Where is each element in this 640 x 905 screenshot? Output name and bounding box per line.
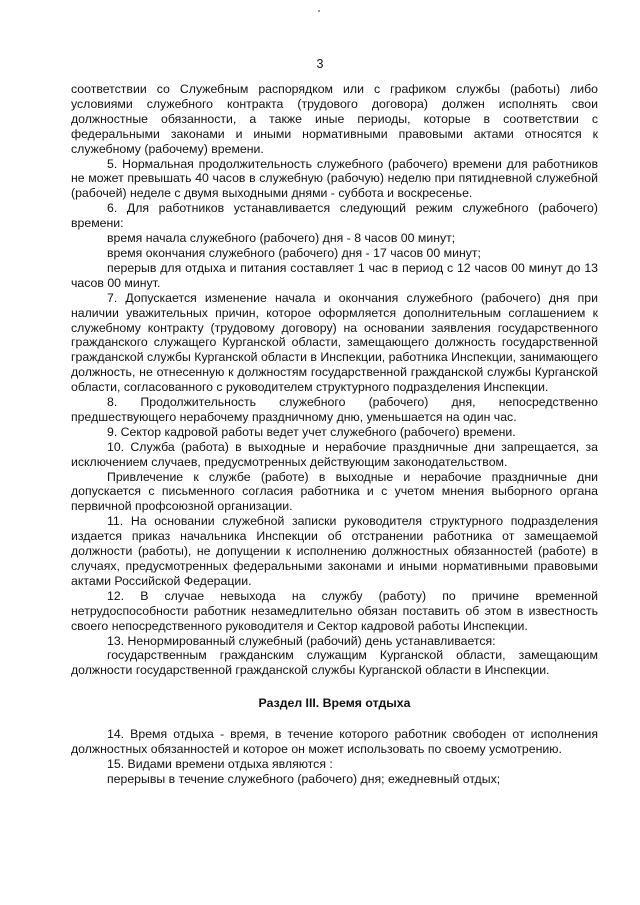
- schedule-start: время начала служебного (рабочего) дня - 8 часов 00 минут;: [107, 231, 456, 246]
- rest-types: перерывы в течение служебного (рабочего) дня; ежедневный отдых;: [107, 771, 501, 786]
- paragraph-10-overtime: Привлечение к службе (работе) в выходные и нерабочие праздничные дни допускается с письменного согласия работника и с учетом мнения выборного органа первичной профсоюзной организации.: [71, 469, 598, 514]
- section-heading: Раздел III. Время отдыха: [258, 696, 411, 711]
- paragraph-7: 7. Допускается изменение начала и окончания служебного (рабочего) дня при наличии уважительных причин, которое оформляется дополнительным соглашением к служебному контракту (трудовому договору) на основании заявления государственного гражданского служащего Курганской области, замещающего должность государственной гражданской службы Курганской области в Инспекции, работника Инспекции, занимающего должность, не отнесенную к должностям государственной гражданской службы Курганской области, согласованного с руководителем структурного подразделения Инспекции.: [71, 290, 598, 395]
- paragraph-9: 9. Сектор кадровой работы ведет учет служебного (рабочего) времени.: [107, 424, 516, 439]
- page-number: 3: [316, 57, 324, 71]
- paragraph-12: 12. В случае невыхода на службу (работу) по причине временной нетрудоспособности работник незамедлительно обязан поставить об этом в известность своего непосредственного руководителя и Сектор кадровой работы Инспекции.: [71, 588, 598, 633]
- paragraph-6: 6. Для работников устанавливается следующий режим служебного (рабочего) времени:: [71, 201, 598, 231]
- schedule-end: время окончания служебного (рабочего) дня - 17 часов 00 минут;: [107, 245, 481, 260]
- paragraph-5: 5. Нормальная продолжительность служебного (рабочего) времени для работников не может превышать 40 часов в служебную (рабочую) неделю при пятидневной служебной (рабочей) неделе с двумя выходными днями - суббота и воскресенье.: [71, 156, 598, 201]
- schedule-break: перерыв для отдыха и питания составляет 1 час в период с 12 часов 00 минут до 13 часов 00 минут.: [71, 260, 598, 290]
- paragraph-10: 10. Служба (работа) в выходные и нерабочие праздничные дни запрещается, за исключением случаев, предусмотренных действующим законодательством.: [71, 439, 598, 469]
- paragraph-15: 15. Видами времени отдыха являются :: [107, 756, 333, 771]
- document-body: [71, 82, 598, 787]
- paragraph-13: 13. Ненормированный служебный (рабочий) день устанавливается:: [107, 633, 496, 648]
- paragraph-13-list: государственным гражданским служащим Курганской области, замещающим должности государственной гражданской службы Курганской области в Инспекции.: [71, 648, 598, 678]
- paragraph-14: 14. Время отдыха - время, в течение которого работник свободен от исполнения должностных обязанностей и которое он может использовать по своему усмотрению.: [71, 727, 598, 757]
- paragraph-8: 8. Продолжительность служебного (рабочего) дня, непосредственно предшествующего нерабочему праздничному дню, уменьшается на один час.: [71, 395, 598, 424]
- paragraph-11: 11. На основании служебной записки руководителя структурного подразделения издается приказ начальника Инспекции об отстранении работника от замещаемой должности (работы), не допущении к исполнению должностных обязанностей (работе) в случаях, предусмотренных федеральными законами и иными нормативными правовыми актами Российской Федерации.: [71, 514, 598, 588]
- paragraph-continuation: соответствии со Служебным распорядком или с графиком службы (работы) либо условиями служебного контракта (трудового договора) должен исполнять свои должностные обязанности, а также иные периоды, которые в соответствии с федеральными законами и иными нормативными правовыми актами относятся к служебному (рабочему) времени.: [71, 82, 598, 156]
- scan-speck: [318, 10, 320, 12]
